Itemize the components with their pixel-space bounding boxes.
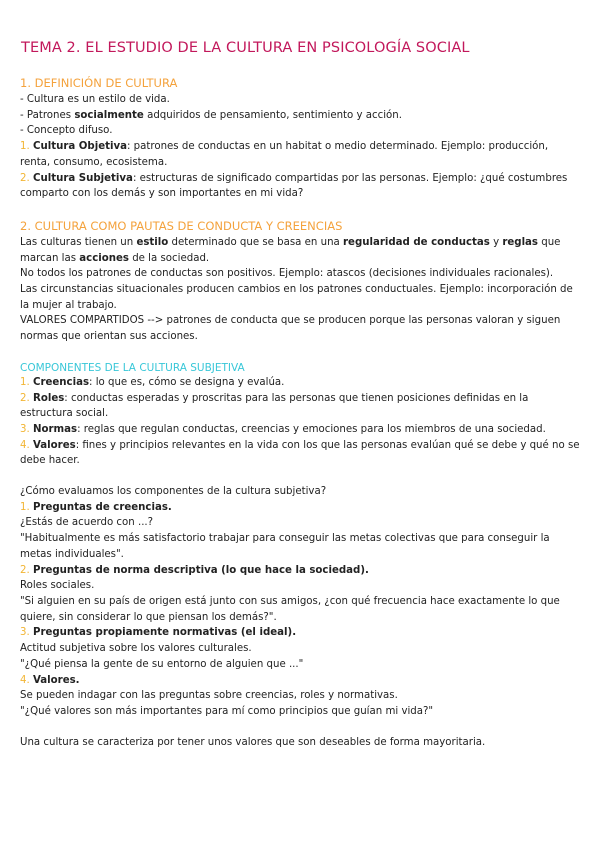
item-number: 1. [20, 376, 30, 388]
paragraph: Roles sociales. [20, 580, 95, 592]
section-componentes [20, 362, 580, 469]
paragraph: No todos los patrones de conductas son positivos. Ejemplo: atascos (decisiones individuales racionales). [20, 268, 554, 280]
closing-paragraph: Una cultura se caracteriza por tener unos valores que son deseables de forma mayoritaria. [20, 736, 486, 748]
paragraph: Se pueden indagar con las preguntas sobre creencias, roles y normativas. [20, 690, 398, 702]
paragraph: ¿Estás de acuerdo con ...? [20, 517, 154, 529]
list-item: 1. Creencias: lo que es, cómo se designa y evalúa. [20, 376, 285, 388]
item-number: 4. [20, 674, 30, 686]
item-number: 2. [20, 392, 30, 404]
paragraph: Las circunstancias situacionales producen cambios en los patrones conductuales. Ejemplo: incorporación de la mujer al trabajo. [20, 284, 573, 311]
list-item: 1. Preguntas de creencias. [20, 501, 172, 513]
list-item: 4. Valores: fines y principios relevantes en la vida con los que las personas evalúan qué se debe y qué no se debe hacer. [20, 439, 580, 467]
paragraph: "Habitualmente es más satisfactorio trabajar para conseguir las metas colectivas que para conseguir la metas individuales". [20, 533, 550, 560]
paragraph: "¿Qué piensa la gente de su entorno de alguien que ..." [20, 658, 304, 670]
item-number: 3. [20, 423, 30, 435]
list-item: 1. Cultura Objetiva: patrones de conductas en un habitat o medio determinado. Ejemplo: producción, renta, consumo, ecosistema. [20, 141, 549, 168]
list-item: 4. Valores. [20, 674, 80, 686]
list-item: 3. Normas: reglas que regulan conductas, creencias y emociones para los miembros de una sociedad. [20, 423, 546, 435]
paragraph: "Si alguien en su país de origen está junto con sus amigos, ¿con qué frecuencia hace exactamente lo que quiere, sin considerar lo que piensan los demás?". [20, 595, 560, 623]
item-number: 3. [20, 627, 30, 639]
section-heading: COMPONENTES DE LA CULTURA SUBJETIVA [20, 361, 245, 374]
paragraph: VALORES COMPARTIDOS --> patrones de conducta que se producen porque las personas valoran y siguen normas que orientan sus acciones. [20, 315, 561, 343]
item-number: 1. [20, 141, 30, 153]
list-item: 2. Roles: conductas esperadas y proscritas para las personas que tienen posiciones definidas en la estructura social. [20, 392, 529, 420]
item-number: 1. [20, 501, 30, 513]
section-heading: 1. DEFINICIÓN DE CULTURA [20, 76, 178, 90]
paragraph: Actitud subjetiva sobre los valores culturales. [20, 643, 252, 655]
list-item: 2. Preguntas de norma descriptiva (lo que hace la sociedad). [20, 564, 369, 576]
item-number: 4. [20, 439, 30, 451]
section-evaluacion [20, 484, 580, 720]
paragraph: - Cultura es un estilo de vida. [20, 94, 170, 105]
item-number: 2. [20, 172, 30, 184]
section-pautas [20, 219, 580, 345]
section-definicion [20, 76, 580, 202]
paragraph: Las culturas tienen un estilo determinado que se basa en una regularidad de conductas y reglas que marcan las acciones de la sociedad. [20, 236, 561, 264]
list-item: 2. Cultura Subjetiva: estructuras de significado compartidas por las personas. Ejemplo: ¿qué costumbres comparto con los demás y son importantes en mi vida? [20, 172, 568, 200]
section-heading: 2. CULTURA COMO PAUTAS DE CONDUCTA Y CREENCIAS [20, 218, 343, 233]
question: ¿Cómo evaluamos los componentes de la cultura subjetiva? [20, 486, 327, 498]
page-title: TEMA 2. EL ESTUDIO DE LA CULTURA EN PSICOLOGÍA SOCIAL [21, 40, 470, 56]
list-item: 3. Preguntas propiamente normativas (el ideal). [20, 627, 297, 639]
item-number: 2. [20, 564, 30, 576]
paragraph: - Patrones socialmente adquiridos de pensamiento, sentimiento y acción. [20, 109, 402, 121]
paragraph: "¿Qué valores son más importantes para mí como principios que guían mi vida?" [20, 705, 434, 717]
paragraph: - Concepto difuso. [20, 125, 113, 137]
